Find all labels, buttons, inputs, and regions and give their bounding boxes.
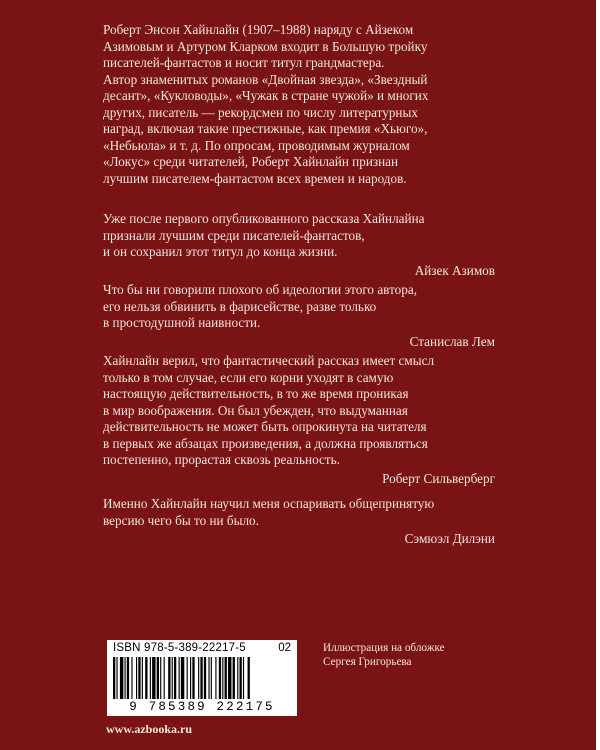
quote-text: Что бы ни говорили плохого об идеологии этого автора, его нельзя обвинить в фарисействе, разве только в простодушной наивности. — [103, 282, 418, 330]
page-edge — [596, 0, 600, 750]
barcode-digits: 9 785389 222175 — [129, 700, 275, 714]
publisher-website[interactable]: www.azbooka.ru — [106, 722, 193, 736]
quote-asimov — [103, 211, 495, 279]
quote-author: Сэмюэл Дилэни — [404, 531, 495, 546]
quote-author: Роберт Сильверберг — [382, 470, 495, 486]
illustration-credit: Иллюстрация на обложке Сергея Григорьева — [323, 642, 445, 668]
isbn-number: ISBN 978-5-389-22217-5 — [113, 642, 246, 654]
quote-author: Айзек Азимов — [414, 262, 495, 278]
quote-silverberg — [103, 353, 495, 487]
quote-lem — [103, 282, 495, 350]
quote-text: Уже после первого опубликованного рассказа Хайнлайна признали лучшим среди писателей-фантастов, и он сохранил этот титул до конца жизни. — [103, 211, 425, 259]
isbn-barcode — [107, 640, 297, 716]
quote-text: Именно Хайнлайн научил меня оспаривать общепринятую версию чего бы то ни было. — [103, 496, 435, 528]
author-bio: Роберт Энсон Хайнлайн (1907–1988) наряду с Айзеком Азимовым и Артуром Кларком входит в Большую тройку писателей-фантастов и носит титул грандмастера. Автор знаменитых романов «Двойная звезда», «Звездный десант», «Кукловоды», «Чужак в стране чужой» и многих других, писатель — рекордсмен по числу литературных наград, включая такие престижные, как премия «Хьюго», «Небьюла» и т. д. По опросам, проводимым журналом «Локус» среди читателей, Роберт Хайнлайн признан лучшим писателем-фантастом всех времен и народов. — [103, 22, 429, 186]
quote-delany — [103, 496, 495, 548]
price-code: 02 — [278, 642, 291, 654]
quote-text: Хайнлайн верил, что фантастический рассказ имеет смысл только в том случае, если его корни уходят в самую настоящую действительность, в то же время проникая в мир воображения. Он был убежден, что выдуманная действительность не может быть опрокинута на читателя в первых же абзацах произведения, а должна проявляться постепенно, прорастая сквозь реальность. — [103, 353, 435, 467]
quote-author: Станислав Лем — [409, 333, 495, 349]
barcode-bars — [113, 657, 291, 699]
